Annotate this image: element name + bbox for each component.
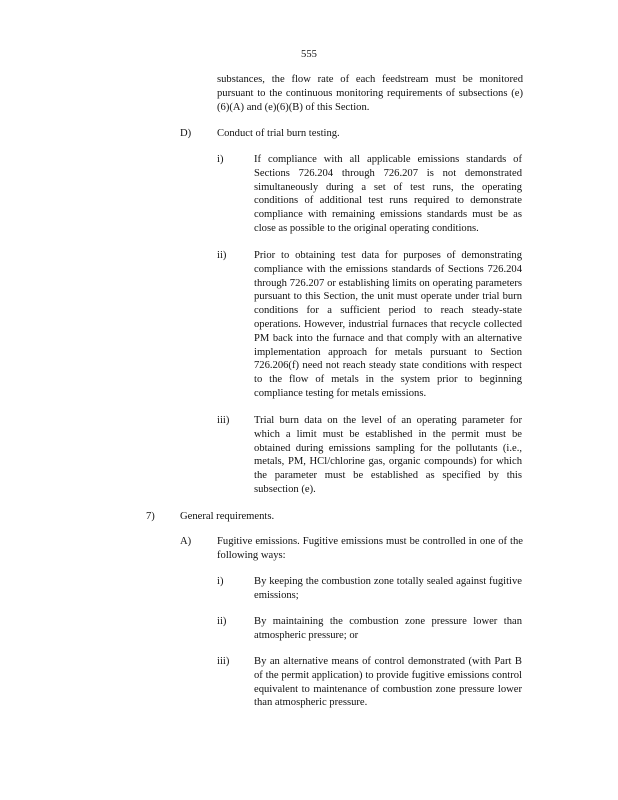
intro-paragraph: substances, the flow rate of each feedstream must be monitored pursuant to the continuous monitoring requirements of subsections (e)(6)(A) and (e)(6)(B) of this Section. xyxy=(217,74,523,113)
item-d-i-text: If compliance with all applicable emissions standards of Sections 726.204 through 726.207 is not demonstrated simultaneously during a set of test runs, the operating conditions of additional test runs required to demonstrate compliance with remaining emissions standards must be as close as possible to the original operating conditions. xyxy=(254,154,522,234)
item-a-iii-marker: iii) xyxy=(217,656,230,667)
item-7-heading: General requirements. xyxy=(180,511,275,522)
item-d-iii-text: Trial burn data on the level of an operating parameter for which a limit must be established in the permit must be obtained during emissions sampling for the pollutants (i.e., metals, PM, HCl/chlorine gas, organic compounds) for which the parameter must be established as specified by this subsection (e). xyxy=(254,415,522,495)
item-a-ii-marker: ii) xyxy=(217,616,227,627)
item-d-iii-marker: iii) xyxy=(217,415,230,426)
item-a-ii-text: By maintaining the combustion zone pressure lower than atmospheric pressure; or xyxy=(254,616,522,641)
item-d-marker: D) xyxy=(180,128,192,139)
item-a-i-text: By keeping the combustion zone totally sealed against fugitive emissions; xyxy=(254,576,522,601)
item-a-iii-text: By an alternative means of control demonstrated (with Part B of the permit application) to provide fugitive emissions control equivalent to maintenance of combustion zone pressure lower than atmospheric pressure. xyxy=(254,656,522,709)
item-d-heading: Conduct of trial burn testing. xyxy=(217,128,340,139)
item-d-ii-marker: ii) xyxy=(217,250,227,261)
item-d-ii-text: Prior to obtaining test data for purposes of demonstrating compliance with the emissions standards of Sections 726.204 through 726.207 or establishing limits on operating parameters pursuant to this Section, the unit must operate under trial burn conditions for a sufficient period to reach steady-state operations. However, industrial furnaces that recycle collected PM back into the furnace and that comply with an alternative implementation approach for metals pursuant to Section 726.206(f) need not reach steady state conditions with respect to the flow of metals in the system prior to beginning compliance testing for metals emissions. xyxy=(254,250,522,399)
item-a-marker: A) xyxy=(180,536,192,547)
item-a-i-marker: i) xyxy=(217,576,224,587)
item-7-marker: 7) xyxy=(146,511,155,522)
item-d-i-marker: i) xyxy=(217,154,224,165)
item-a-text: Fugitive emissions. Fugitive emissions must be controlled in one of the following ways: xyxy=(217,536,523,561)
page-number: 555 xyxy=(301,49,317,60)
